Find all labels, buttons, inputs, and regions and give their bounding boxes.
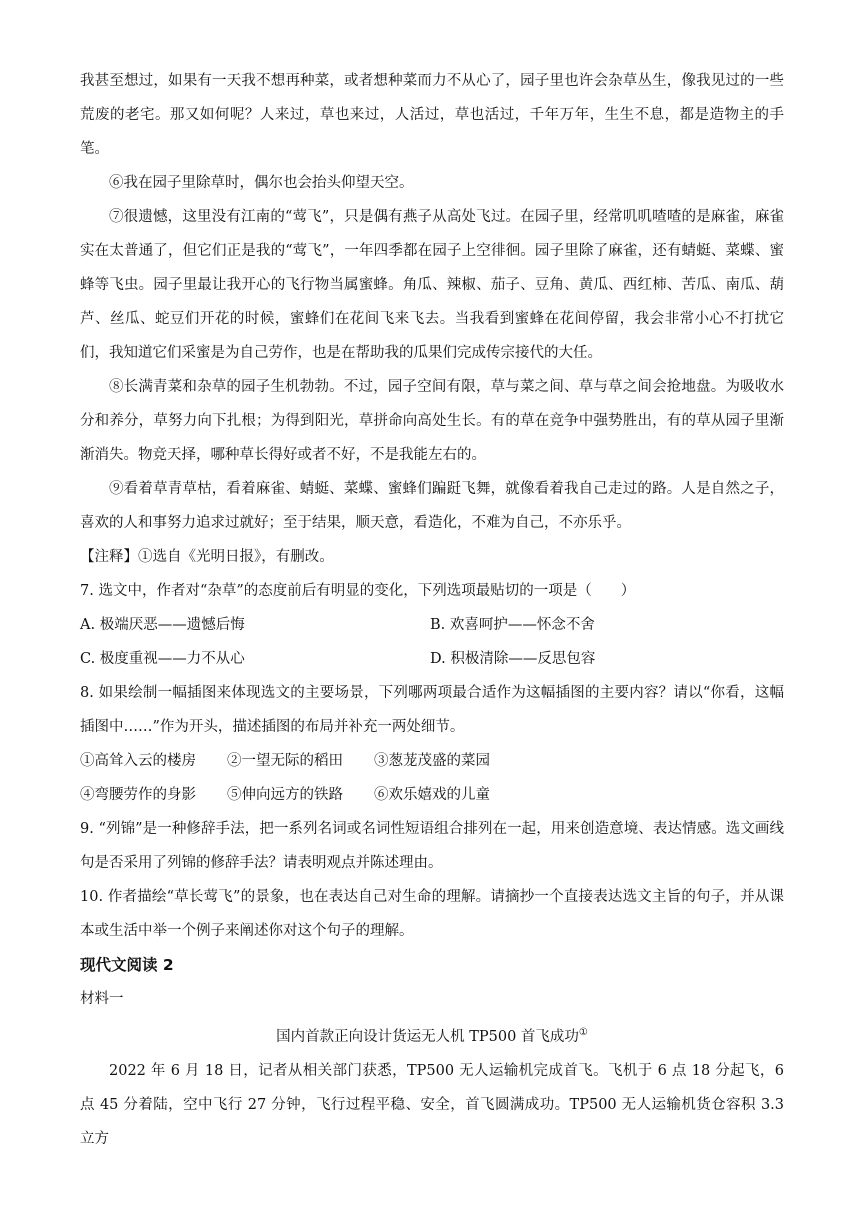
question-8: 8. 如果绘制一幅插图来体现选文的主要场景，下列哪两项最合适作为这幅插图的主要内容？请以“你看，这幅插图中……”作为开头，描述插图的布局并补充一两处细节。 [80, 685, 784, 735]
choice-4: ④弯腰劳作的身影 [80, 787, 196, 803]
option-a: A. 极端厌恶——遗憾后悔 [80, 617, 245, 633]
choice-3: ③葱茏茂盛的菜园 [374, 753, 490, 769]
choice-2: ②一望无际的稻田 [227, 753, 343, 769]
article-paragraph-1: 2022 年 6 月 18 日，记者从相关部门获悉，TP500 无人运输机完成首飞。飞机于 6 点 18 分起飞，6 点 45 分着陆，空中飞行 27 分钟，飞行过程平稳、安全，首飞圆满成功。TP500 无人运输机货仓容积 3.3 立方 [80, 1062, 784, 1147]
passage-note: 【注释】①选自《光明日报》，有删改。 [80, 549, 334, 565]
material-label: 材料一 [80, 991, 124, 1007]
question-10: 10. 作者描绘“草长莺飞”的景象，也在表达自己对生命的理解。请摘抄一个直接表达选文主旨的句子，并从课本或生活中举一个例子来阐述你对这个句子的理解。 [80, 889, 784, 939]
passage-paragraph-6: ⑥我在园子里除草时，偶尔也会抬头仰望天空。 [109, 175, 414, 191]
question-9: 9. “列锦”是一种修辞手法，把一系列名词或名词性短语组合排列在一起，用来创造意境、表达情感。选文画线句是否采用了列锦的修辞手法？请表明观点并陈述理由。 [80, 821, 784, 871]
passage-paragraph-9: ⑨看着草青草枯，看着麻雀、蜻蜓、菜蝶、蜜蜂们蹁跹飞舞，就像看着我自己走过的路。人是自然之子，喜欢的人和事努力追求过就好；至于结果，顺天意，看造化，不难为自己，不亦乐乎。 [80, 481, 784, 531]
article-title-text: 国内首款正向设计货运无人机 TP500 首飞成功 [276, 1028, 579, 1045]
question-8-choices-row-2 [80, 778, 784, 812]
question-7-options-row-1 [80, 608, 784, 642]
question-8-choices-row-1 [80, 744, 784, 778]
option-c: C. 极度重视——力不从心 [80, 651, 245, 667]
choice-1: ①高耸入云的楼房 [80, 753, 196, 769]
choice-5: ⑤伸向远方的铁路 [227, 787, 343, 803]
option-b: B. 欢喜呵护——怀念不舍 [430, 617, 595, 633]
document-page [80, 64, 784, 1156]
option-d: D. 积极清除——反思包容 [430, 651, 596, 667]
section-heading: 现代文阅读 2 [80, 956, 174, 974]
article-title-note: ① [578, 1027, 588, 1038]
article-title [80, 1016, 784, 1054]
passage-paragraph-7: ⑦很遗憾，这里没有江南的“莺飞”，只是偶有燕子从高处飞过。在园子里，经常叽叽喳喳的是麻雀，麻雀实在太普通了，但它们正是我的“莺飞”，一年四季都在园子上空徘徊。园子里除了麻雀，还有蜻蜓、菜蝶、蜜蜂等飞虫。园子里最让我开心的飞行物当属蜜蜂。角瓜、辣椒、茄子、豆角、黄瓜、西红柿、苦瓜、南瓜、葫芦、丝瓜、蛇豆们开花的时候，蜜蜂们在花间飞来飞去。当我看到蜜蜂在花间停留，我会非常小心不打扰它们，我知道它们采蜜是为自己劳作，也是在帮助我的瓜果们完成传宗接代的大任。 [80, 209, 784, 361]
passage-paragraph-continued: 我甚至想过，如果有一天我不想再种菜，或者想种菜而力不从心了，园子里也许会杂草丛生，像我见过的一些荒废的老宅。那又如何呢？人来过，草也来过，人活过，草也活过，千年万年，生生不息，都是造物主的手笔。 [80, 73, 784, 157]
question-7-options-row-2 [80, 642, 784, 676]
passage-paragraph-8: ⑧长满青菜和杂草的园子生机勃勃。不过，园子空间有限，草与菜之间、草与草之间会抢地盘。为吸收水分和养分，草努力向下扎根；为得到阳光，草拼命向高处生长。有的草在竞争中强势胜出，有的草从园子里渐渐消失。物竞天择，哪种草长得好或者不好，不是我能左右的。 [80, 379, 784, 463]
question-7: 7. 选文中，作者对“杂草”的态度前后有明显的变化，下列选项最贴切的一项是（ ） [80, 583, 636, 599]
choice-6: ⑥欢乐嬉戏的儿童 [374, 787, 490, 803]
